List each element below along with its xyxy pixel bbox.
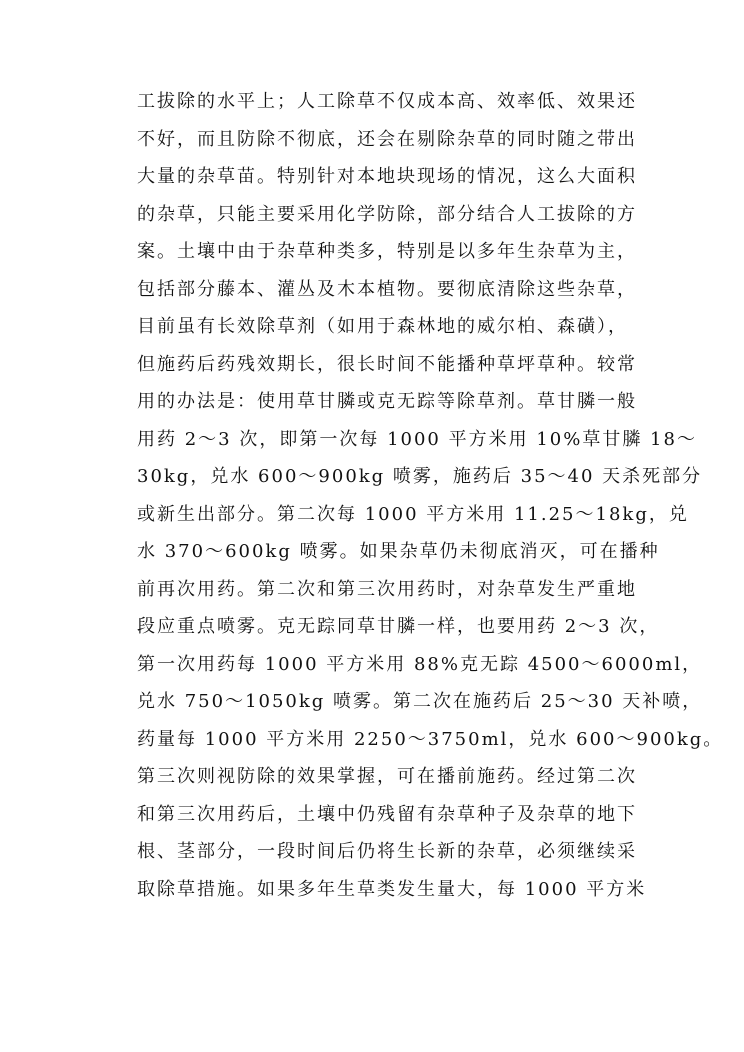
text-line: 根、茎部分，一段时间后仍将生长新的杂草，必须继续采 bbox=[137, 841, 637, 862]
text-line: 30kg，兑水 600～900kg 喷雾，施药后 35～40 天杀死部分 bbox=[137, 466, 703, 487]
text-line: 前再次用药。第二次和第三次用药时，对杂草发生严重地 bbox=[137, 578, 637, 600]
text-line: 大量的杂草苗。特别针对本地块现场的情况，这么大面积 bbox=[137, 166, 637, 187]
text-line: 但施药后药残效期长，很长时间不能播种草坪草种。较常 bbox=[137, 353, 637, 375]
body-text bbox=[137, 83, 724, 908]
text-line: 水 370～600kg 喷雾。如果杂草仍未彻底消灭，可在播种 bbox=[137, 541, 660, 562]
text-line: 案。土壤中由于杂草种类多，特别是以多年生杂草为主， bbox=[137, 241, 637, 262]
text-line: 第一次用药每 1000 平方米用 88%克无踪 4500～6000ml， bbox=[137, 653, 703, 675]
text-line: 兑水 750～1050kg 喷雾。第二次在施药后 25～30 天补喷， bbox=[137, 691, 703, 712]
text-line: 段应重点喷雾。克无踪同草甘膦一样，也要用药 2～3 次， bbox=[137, 616, 660, 637]
text-line: 药量每 1000 平方米用 2250～3750ml，兑水 600～900kg。 bbox=[137, 728, 724, 750]
text-line: 不好，而且防除不彻底，还会在剔除杂草的同时随之带出 bbox=[137, 128, 637, 150]
text-line: 和第三次用药后，土壤中仍残留有杂草种子及杂草的地下 bbox=[137, 803, 637, 825]
text-line: 工拔除的水平上；人工除草不仅成本高、效率低、效果还 bbox=[137, 91, 637, 112]
text-line: 包括部分藤本、灌丛及木本植物。要彻底清除这些杂草， bbox=[137, 278, 637, 300]
text-line: 的杂草，只能主要采用化学防除，部分结合人工拔除的方 bbox=[137, 203, 637, 225]
text-line: 用药 2～3 次，即第一次每 1000 平方米用 10%草甘膦 18～ bbox=[137, 428, 697, 450]
text-line: 或新生出部分。第二次每 1000 平方米用 11.25～18kg，兑 bbox=[137, 503, 689, 525]
text-line: 目前虽有长效除草剂（如用于森林地的威尔柏、森磺）， bbox=[137, 316, 628, 337]
text-line: 第三次则视防除的效果掌握，可在播前施药。经过第二次 bbox=[137, 766, 637, 787]
text-line: 取除草措施。如果多年生草类发生量大，每 1000 平方米 bbox=[137, 878, 647, 900]
text-line: 用的办法是：使用草甘膦或克无踪等除草剂。草甘膦一般 bbox=[137, 391, 637, 412]
